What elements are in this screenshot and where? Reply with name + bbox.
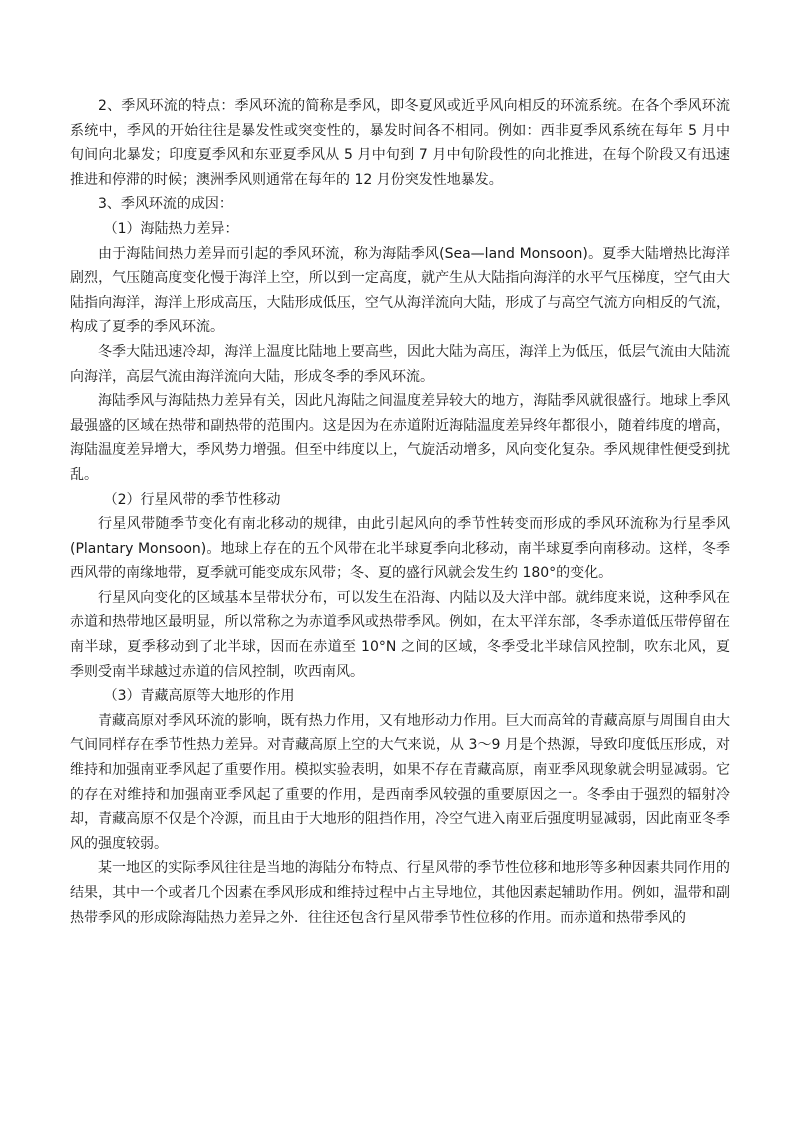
paragraph-land-sea-winter: 冬季大陆迅速冷却，海洋上温度比陆地上要高些，因此大陆为高压，海洋上为低压，低层气流由大陆流向海洋，高层气流由海洋流向大陆，形成冬季的季风环流。 [70, 343, 730, 385]
paragraph-land-sea-distribution: 海陆季风与海陆热力差异有关，因此凡海陆之间温度差异较大的地方，海陆季风就很盛行。地球上季风最强盛的区域在热带和副热带的范围内。这是因为在赤道附近海陆温度差异终年都很小，随着纬度的增高，海陆温度差异增大，季风势力增强。但至中纬度以上，气旋活动增多，风向变化复杂。季风规律性便受到扰乱。 [70, 393, 730, 483]
paragraph-land-sea-summer: 由于海陆间热力差异而引起的季风环流，称为海陆季风(Sea—land Monsoon)。夏季大陆增热比海洋剧烈，气压随高度变化慢于海洋上空，所以到一定高度，就产生从大陆指向海洋的水平气压梯度，空气由大陆指向海洋，海洋上形成高压，大陆形成低压，空气从海洋流向大陆，形成了与高空气流方向相反的气流，构成了夏季的季风环流。 [70, 245, 730, 336]
subheading-planetary-wind-belts: （2）行星风带的季节性移动 [103, 491, 281, 508]
paragraph-combined-factors: 某一地区的实际季风往往是当地的海陆分布特点、行星风带的季节性位移和地形等多种因素共同作用的结果，其中一个或者几个因素在季风形成和维持过程中占主导地位，其他因素起辅助作用。例如，温带和副热带季风的形成除海陆热力差异之外．往往还包含行星风带季节性位移的作用。而赤道和热带季风的 [70, 860, 730, 926]
subheading-tibetan-plateau: （3）青藏高原等大地形的作用 [103, 688, 295, 705]
paragraph-planetary-monsoon: 行星风带随季节变化有南北移动的规律，由此引起风向的季节性转变而形成的季风环流称为行星季风(Plantary Monsoon)。地球上存在的五个风带在北半球夏季向北移动，南半球夏季向南移动。这样，冬季西风带的南缘地带，夏季就可能变成东风带；冬、夏的盛行风就会发生约 180°的变化。 [70, 516, 730, 582]
paragraph-tibetan-plateau: 青藏高原对季风环流的影响，既有热力作用，又有地形动力作用。巨大而高耸的青藏高原与周围自由大气间同样存在季节性热力差异。对青藏高原上空的大气来说，从 3～9 月是个热源，导致印度低压形成，对维持和加强南亚季风起了重要作用。模拟实验表明，如果不存在青藏高原，南亚季风现象就会明显减弱。它的存在对维持和加强南亚季风起了重要的作用，是西南季风较强的重要原因之一。冬季由于强烈的辐射冷却，青藏高原不仅是个冷源，而且由于大地形的阻挡作用，冷空气进入南亚后强度明显减弱，因此南亚冬季风的强度较弱。 [70, 712, 730, 852]
heading-monsoon-causes: 3、季风环流的成因： [98, 196, 233, 213]
document-page [70, 94, 730, 930]
paragraph-monsoon-characteristics: 2、季风环流的特点：季风环流的简称是季风，即冬夏风或近乎风向相反的环流系统。在各个季风环流系统中，季风的开始往往是暴发性或突变性的，暴发时间各不相同。例如：西非夏季风系统在每年 5 月中旬间向北暴发；印度夏季风和东亚夏季风从 5 月中旬到 7 月中旬阶段性的向北推进，在每个阶段又有迅速推进和停滞的时候；澳洲季风则通常在每年的 12 月份突发性地暴发。 [70, 98, 730, 188]
subheading-land-sea-thermal: （1）海陆热力差异： [103, 220, 239, 237]
paragraph-planetary-region: 行星风向变化的区域基本呈带状分布，可以发生在沿海、内陆以及大洋中部。就纬度来说，这种季风在赤道和热带地区最明显，所以常称之为赤道季风或热带季风。例如，在太平洋东部，冬季赤道低压带停留在南半球，夏季移动到了北半球，因而在赤道至 10°N 之间的区域，冬季受北半球信风控制，吹东北风，夏季则受南半球越过赤道的信风控制，吹西南风。 [70, 589, 730, 680]
